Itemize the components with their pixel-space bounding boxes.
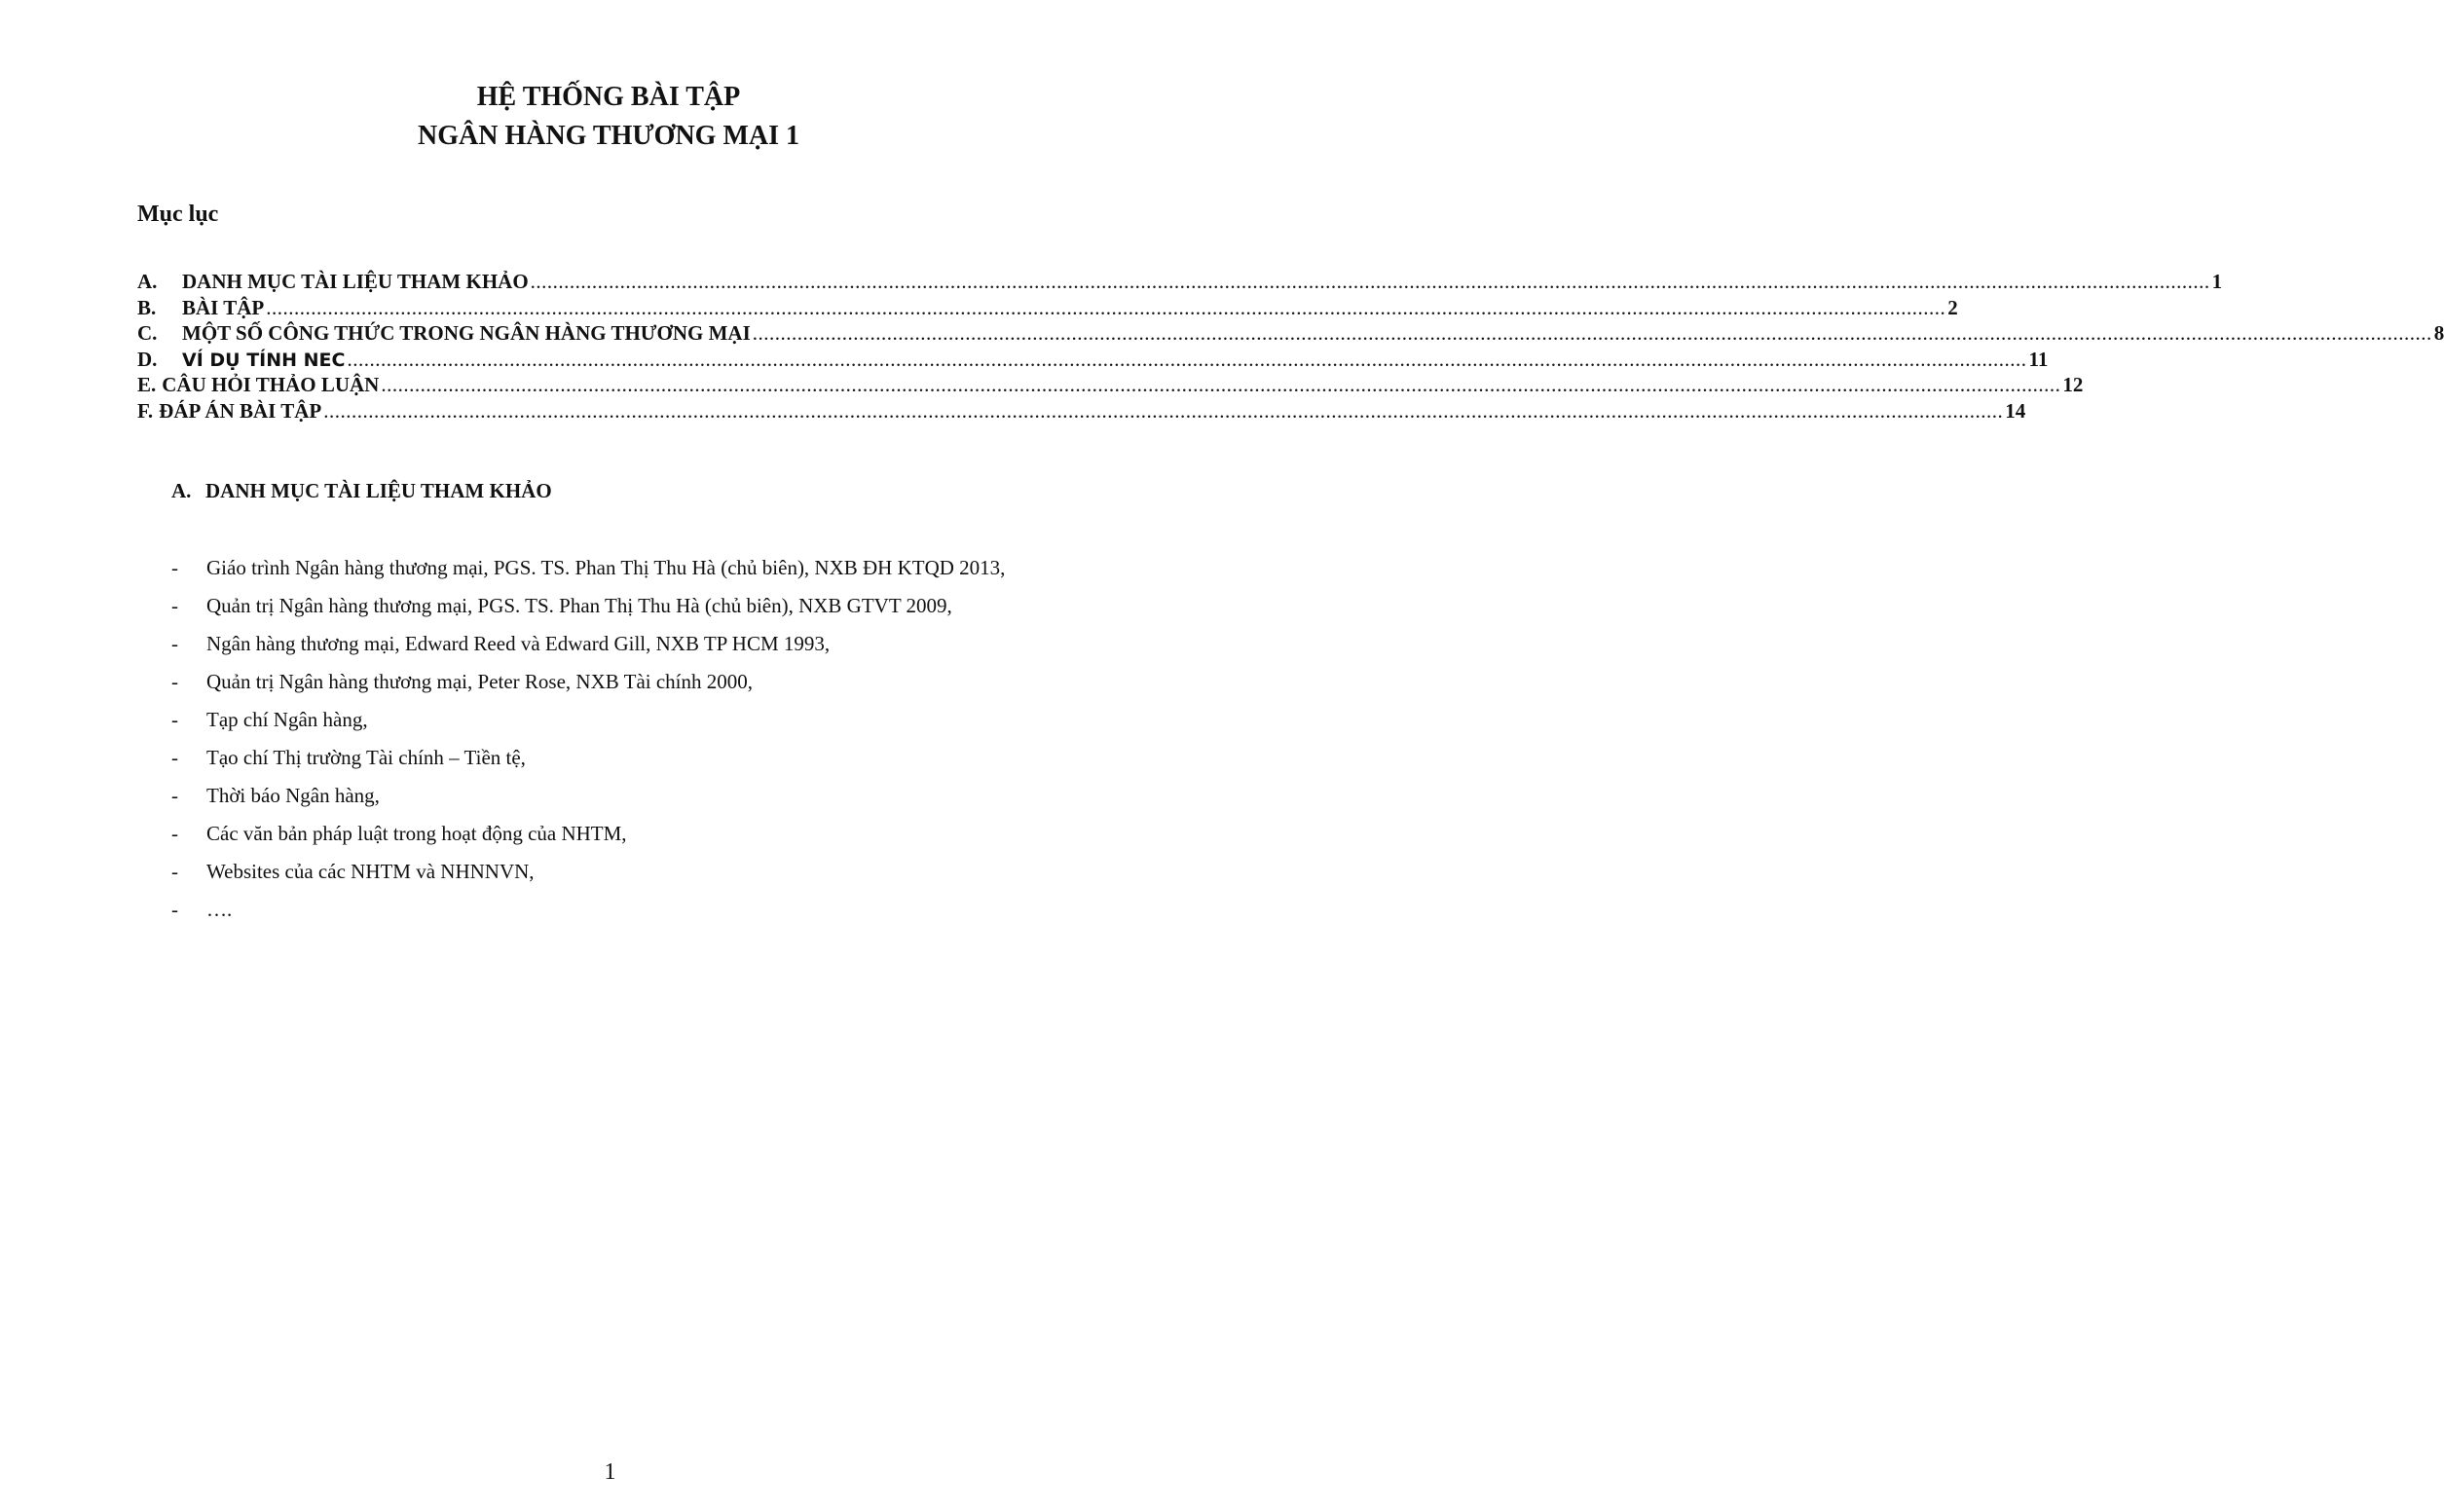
toc-entry-title: VÍ DỤ TÍNH NEC — [182, 349, 346, 371]
bullet-dash: - — [171, 708, 178, 731]
bullet-dash: - — [171, 556, 178, 579]
list-item — [171, 777, 1048, 815]
toc-entry-f[interactable] — [137, 398, 2026, 425]
toc-entry-d[interactable] — [137, 347, 2049, 374]
toc-entry-a[interactable] — [137, 270, 2223, 296]
list-item — [171, 625, 1048, 663]
toc-entry-letter: C. — [137, 321, 158, 345]
reference-text: Thời báo Ngân hàng, — [206, 784, 380, 807]
bullet-dash: - — [171, 594, 178, 617]
reference-text: …. — [206, 898, 233, 921]
bullet-dash: - — [171, 860, 178, 883]
toc-entry-page: 12 — [2062, 373, 2084, 396]
toc-entry-page: 11 — [2028, 347, 2049, 371]
toc-entry-page: 8 — [2433, 321, 2444, 345]
table-of-contents — [137, 270, 2444, 424]
toc-entry-page: 1 — [2211, 270, 2223, 293]
list-item — [171, 701, 1048, 739]
reference-text: Quản trị Ngân hàng thương mại, PGS. TS. Phan Thị Thu Hà (chủ biên), NXB GTVT 2009, — [206, 594, 952, 617]
list-item — [171, 891, 1048, 929]
section-a-heading — [171, 475, 552, 506]
bullet-dash: - — [171, 632, 178, 655]
toc-entry-title: MỘT SỐ CÔNG THỨC TRONG NGÂN HÀNG THƯƠNG MẠI — [182, 321, 751, 345]
reference-text: Tạp chí Ngân hàng, — [206, 708, 368, 731]
toc-heading: Mục lục — [137, 202, 219, 227]
toc-leader-dots: ............................................................................................................................................................................................................................................................................................................ — [347, 347, 2027, 371]
list-item — [171, 739, 1048, 777]
toc-entry-letter: F. — [137, 398, 154, 423]
list-item — [171, 663, 1048, 701]
toc-leader-dots: ............................................................................................................................................................................................................................................................................................................ — [381, 373, 2061, 396]
toc-entry-e[interactable] — [137, 373, 2084, 399]
bullet-dash: - — [171, 822, 178, 845]
list-item — [171, 815, 1048, 853]
toc-entry-title: CÂU HỎI THẢO LUẬN — [162, 373, 380, 396]
bullet-dash: - — [171, 784, 178, 807]
list-item — [171, 587, 1048, 625]
list-item — [171, 549, 1048, 587]
toc-leader-dots: ............................................................................................................................................................................................................................................................................................................ — [530, 270, 2210, 293]
toc-entry-title: ĐÁP ÁN BÀI TẬP — [159, 398, 322, 423]
toc-entry-b[interactable] — [137, 295, 1958, 322]
reference-text: Các văn bản pháp luật trong hoạt động của NHTM, — [206, 822, 627, 845]
section-letter: A. — [171, 479, 192, 502]
reference-text: Giáo trình Ngân hàng thương mại, PGS. TS. Phan Thị Thu Hà (chủ biên), NXB ĐH KTQD 2013, — [206, 556, 1006, 579]
toc-entry-letter: B. — [137, 295, 157, 319]
page-number: 1 — [604, 1459, 616, 1485]
bullet-dash: - — [171, 746, 178, 769]
toc-leader-dots: ............................................................................................................................................................................................................................................................................................................ — [266, 295, 1946, 319]
toc-entry-title: DANH MỤC TÀI LIỆU THAM KHẢO — [182, 270, 529, 293]
bullet-dash: - — [171, 898, 178, 921]
toc-entry-letter: A. — [137, 270, 158, 293]
reference-text: Tạo chí Thị trường Tài chính – Tiền tệ, — [206, 746, 526, 769]
toc-entry-page: 2 — [1947, 295, 1958, 319]
reference-text: Websites của các NHTM và NHNNVN, — [206, 860, 535, 883]
toc-entry-page: 14 — [2005, 398, 2026, 423]
reference-text: Ngân hàng thương mại, Edward Reed và Edward Gill, NXB TP HCM 1993, — [206, 632, 831, 655]
section-title: DANH MỤC TÀI LIỆU THAM KHẢO — [205, 479, 552, 502]
toc-leader-dots: ............................................................................................................................................................................................................................................................................................................ — [752, 321, 2432, 345]
toc-leader-dots: ............................................................................................................................................................................................................................................................................................................ — [323, 398, 2004, 423]
toc-entry-letter: D. — [137, 347, 158, 371]
bullet-dash: - — [171, 670, 178, 693]
reference-list — [171, 549, 1048, 929]
toc-entry-letter: E. — [137, 373, 157, 396]
document-title-line-2: NGÂN HÀNG THƯƠNG MẠI 1 — [418, 121, 799, 151]
toc-entry-c[interactable] — [137, 321, 2444, 348]
reference-text: Quản trị Ngân hàng thương mại, Peter Rose, NXB Tài chính 2000, — [206, 670, 754, 693]
list-item — [171, 853, 1048, 891]
toc-entry-title: BÀI TẬP — [182, 295, 265, 319]
document-title-line-1: HỆ THỐNG BÀI TẬP — [476, 82, 741, 112]
